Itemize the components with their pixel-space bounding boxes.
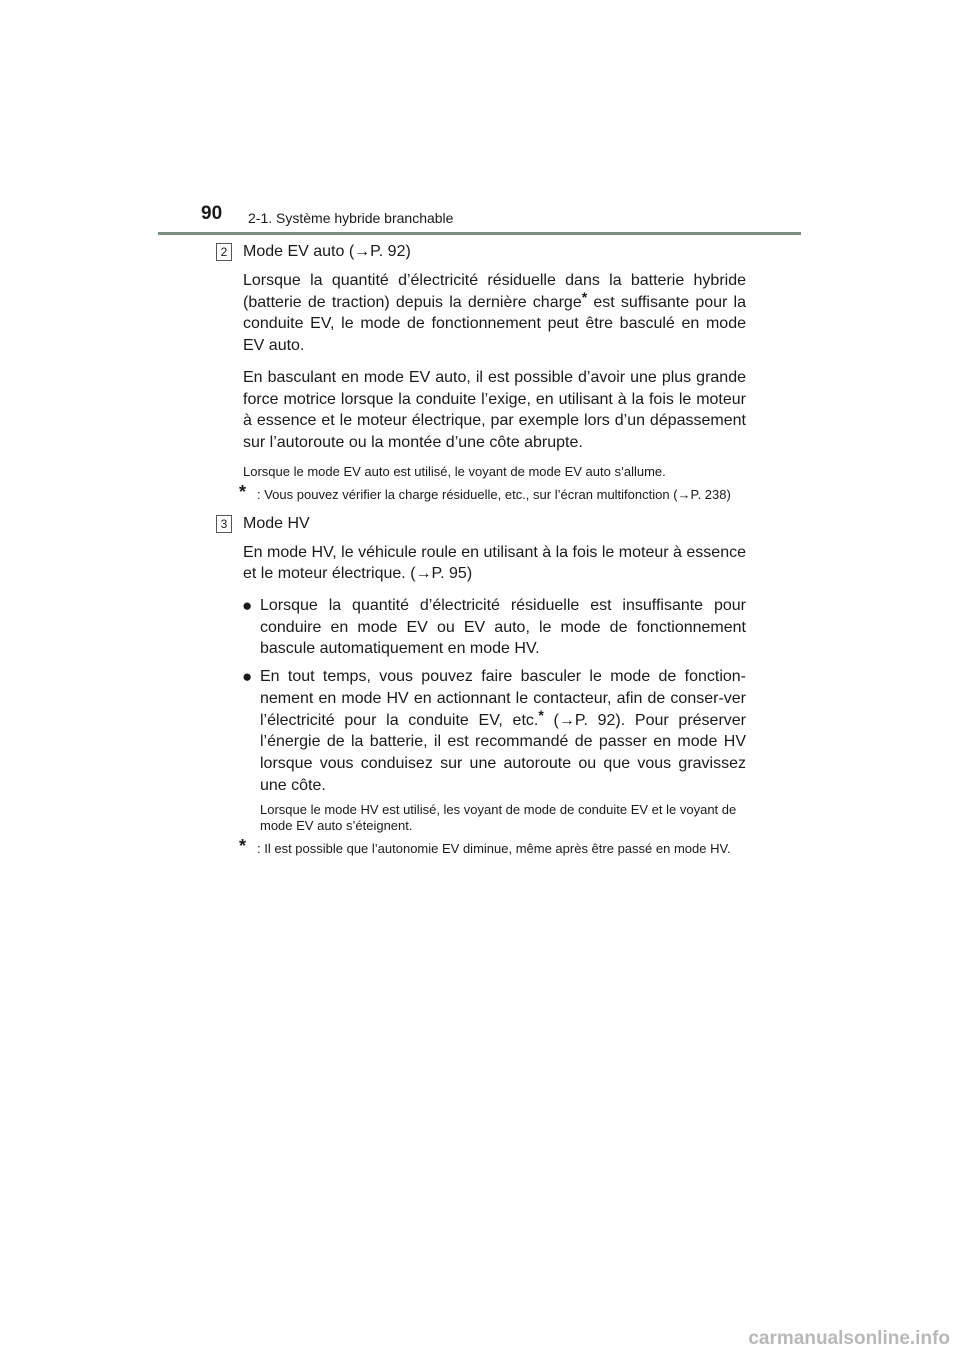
text-ev-auto-condition-b: est suffisante pour la conduite EV, le mode de fonctionnement peut être basculé en mode EV auto. [243,293,747,355]
paragraph-hv-description: En mode HV, le véhicule roule en utilisant à la fois le moteur à essence et le moteur électrique. (→P. 95) [243,543,746,583]
note-hv-indicator: Lorsque le mode HV est utilisé, les voyant de mode de conduite EV et le voyant de mode EV auto s’éteignent. [260,802,737,834]
paragraph-ev-auto-benefit: En basculant en mode EV auto, il est possible d’avoir une plus grande force motrice lorsque la conduite l’exige, en utilisant à la fois le moteur à essence et le moteur électrique, par exemple lors d’un dépassement sur l’autoroute ou la montée d’une côte abrupte. [243,368,746,451]
footnote-ev-range [239,836,746,857]
footnote-residual-charge [239,481,746,503]
item-mode-ev-auto [216,241,746,263]
footnote-asterisk: * [239,481,247,502]
asterisk-mark: * [538,706,544,723]
asterisk-mark: * [581,288,588,305]
item-number-2: 2 [216,243,232,261]
text-hv-manual-switch-b: (→P. 92). Pour préserver l’énergie de la batterie, il est recommandé de passer en mode HV lorsque vous conduisez sur une autoroute ou que vous gravissez une côte. [260,711,747,794]
item-title-hv: Mode HV [243,514,310,532]
header-rule [158,232,801,235]
bullet-hv-auto-switch [243,595,746,660]
text-hv-auto-switch: Lorsque la quantité d’électricité résiduelle est insuffisante pour conduire en mode EV ou EV auto, le mode de fonctionnement bascule automatiquement en mode HV. [260,597,746,658]
item-title-ev-auto: Mode EV auto (→P. 92) [243,243,411,260]
bullet-dot: ● [242,667,253,687]
watermark: carmanualsonline.info [748,1328,950,1349]
bullet-dot: ● [242,596,253,616]
footnote-text-ev-range: : Il est possible que l’autonomie EV diminue, même après être passé en mode HV. [257,841,731,857]
note-ev-auto-indicator: Lorsque le mode EV auto est utilisé, le voyant de mode EV auto s’allume. [243,463,666,479]
footnote-text-residual-charge: : Vous pouvez vérifier la charge résiduelle, etc., sur l’écran multifonction (→P. 238) [257,486,731,502]
item-number-3: 3 [216,515,232,533]
section-title: 2-1. Système hybride branchable [248,210,454,226]
page-content [216,241,746,867]
bullet-hv-manual-switch [243,666,746,796]
paragraph-ev-auto-condition [243,270,746,357]
footnote-asterisk: * [239,836,247,857]
text-hv-manual-switch-a: En tout temps, vous pouvez faire basculer le mode de fonction-nement en mode HV en actionnant le contacteur, afin de conser-ver l’électricité pour la conduite EV, etc. [260,668,746,729]
item-mode-hv [216,513,746,535]
page-number: 90 [201,203,223,224]
text-ev-auto-condition-a: Lorsque la quantité d’électricité résiduelle dans la batterie hybride (batterie de traction) depuis la dernière charge [243,272,746,311]
